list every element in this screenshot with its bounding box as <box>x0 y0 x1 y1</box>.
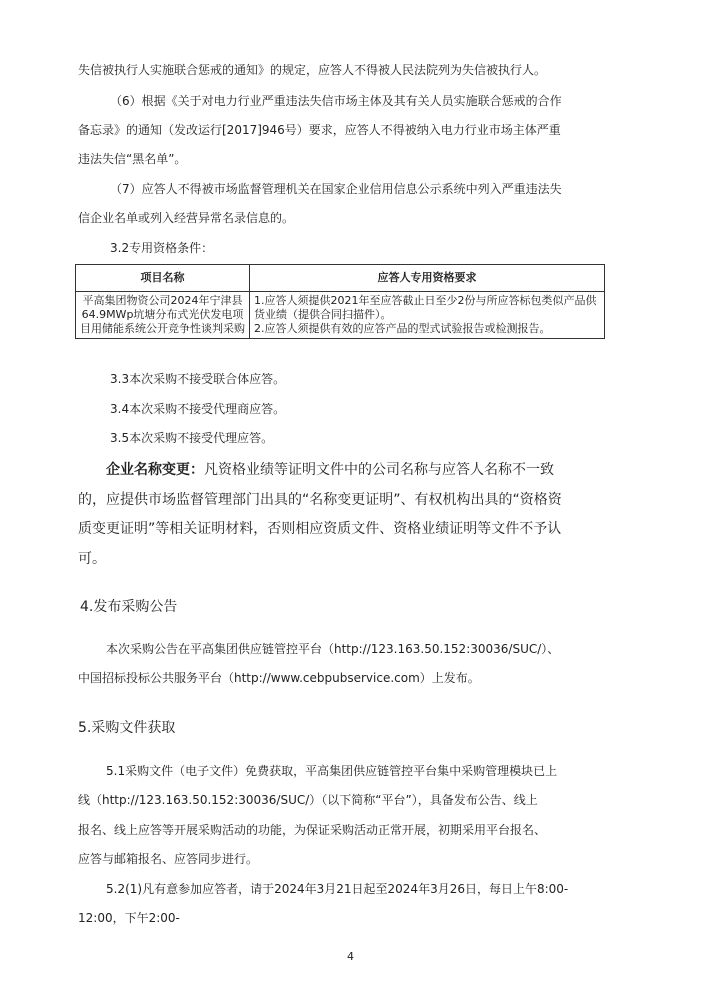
requirements-cell <box>250 292 605 339</box>
requirement-item: 2.应答人须提供有效的应答产品的型式试验报告或检测报告。 <box>254 322 551 335</box>
paragraph-line: 备忘录》的通知（发改运行[2017]946号）要求，应答人不得被纳入电力行业市场主体严重 <box>78 123 561 137</box>
section-heading-5: 5.采购文件获取 <box>78 720 176 736</box>
table-header-cell: 应答人专用资格要求 <box>250 265 605 292</box>
paragraph-line: 3.4本次采购不接受代理商应答。 <box>110 402 286 416</box>
name-change-text: 凡资格业绩等证明文件中的公司名称与应答人名称不一致 <box>204 462 554 478</box>
paragraph-line: 报名、线上应答等开展采购活动的功能，为保证采购活动正常开展，初期采用平台报名、 <box>78 823 547 837</box>
paragraph-line: （6）根据《关于对电力行业严重违法失信市场主体及其有关人员实施联合惩戒的合作 <box>110 94 562 108</box>
paragraph-line: 质变更证明”等相关证明材料，否则相应资质文件、资格业绩证明等文件不予认 <box>78 521 562 537</box>
paragraph-line: （7）应答人不得被市场监督管理机关在国家企业信用信息公示系统中列入严重违法失 <box>110 182 562 196</box>
paragraph-line: 可。 <box>78 551 106 567</box>
project-name-cell: 平高集团物资公司2024年宁津县64.9MWp坑塘分布式光伏发电项目用储能系统公开竞争性谈判采购 <box>76 292 250 339</box>
table-header-cell: 项目名称 <box>76 265 250 292</box>
paragraph-line: 中国招标投标公共服务平台（http://www.cebpubservice.com）上发布。 <box>78 671 480 685</box>
paragraph-line: 5.1采购文件（电子文件）免费获取，平高集团供应链管控平台集中采购管理模块已上 <box>106 764 558 778</box>
paragraph-line: 线（http://123.163.50.152:30036/SUC/）（以下简称“平台”），具备发布公告、线上 <box>78 793 538 807</box>
name-change-line <box>106 460 554 480</box>
paragraph-line: 信企业名单或列入经营异常名录信息的。 <box>78 211 295 225</box>
page-number: 4 <box>347 950 354 963</box>
paragraph-line: 违法失信“黑名单”。 <box>78 152 187 166</box>
paragraph-line: 应答与邮箱报名、应答同步进行。 <box>78 852 259 866</box>
paragraph-line: 3.5本次采购不接受代理应答。 <box>110 431 274 445</box>
paragraph-line: 3.3本次采购不接受联合体应答。 <box>110 372 286 386</box>
paragraph-line: 5.2(1)凡有意参加应答者，请于2024年3月21日起至2024年3月26日，每日上午8:00- <box>106 882 569 896</box>
paragraph-line: 的，应提供市场监督管理部门出具的“名称变更证明”、有权机构出具的“资格资 <box>78 492 562 508</box>
paragraph-line: 本次采购公告在平高集团供应链管控平台（http://123.163.50.152:30036/SUC/）、 <box>106 642 560 656</box>
requirement-item: 1.应答人须提供2021年至应答截止日至少2份与所应答标包类似产品供货业绩（提供合同扫描件）。 <box>254 294 597 321</box>
section-heading-4: 4.发布采购公告 <box>80 599 178 615</box>
section-heading-3-2: 3.2专用资格条件： <box>110 241 214 255</box>
paragraph-line: 12:00，下午2:00- <box>78 911 180 925</box>
table-row <box>76 292 605 339</box>
table-header-row <box>76 265 605 292</box>
paragraph-line: 失信被执行人实施联合惩戒的通知》的规定，应答人不得被人民法院列为失信被执行人。 <box>78 63 547 77</box>
name-change-label: 企业名称变更： <box>106 462 204 478</box>
qualification-table <box>75 264 605 339</box>
